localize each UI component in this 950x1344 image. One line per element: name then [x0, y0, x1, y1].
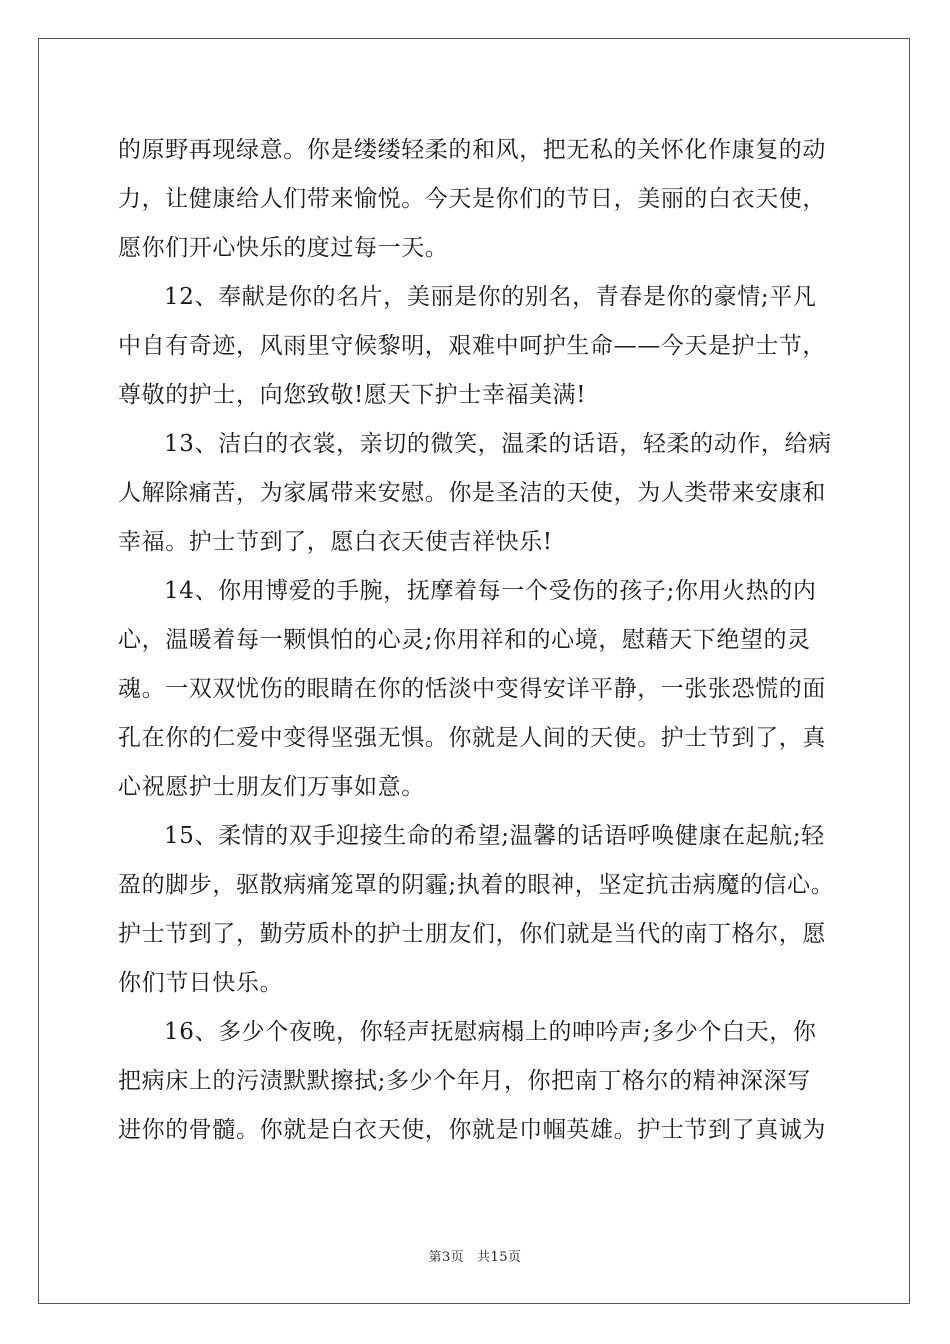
- document-body: [118, 126, 838, 1155]
- paragraph-continuation: [118, 126, 838, 273]
- text-line: 人解除痛苦，为家属带来安慰。你是圣洁的天使，为人类带来安康和: [118, 480, 826, 506]
- text-line: 的原野再现绿意。你是缕缕轻柔的和风，把无私的关怀化作康复的动: [118, 137, 826, 163]
- text-line: 12、奉献是你的名片，美丽是你的别名，青春是你的豪情;平凡: [164, 284, 817, 310]
- text-line: 力，让健康给人们带来愉悦。今天是你们的节日，美丽的白衣天使，: [118, 186, 826, 212]
- text-line: 护士节到了，勤劳质朴的护士朋友们，你们就是当代的南丁格尔，愿: [118, 921, 826, 947]
- page-number: 第3页: [428, 1250, 465, 1265]
- paragraph-15: [118, 812, 838, 1008]
- page-total: 共15页: [476, 1250, 522, 1265]
- text-line: 14、你用博爱的手腕，抚摩着每一个受伤的孩子;你用火热的内: [164, 578, 817, 604]
- text-line: 幸福。护士节到了，愿白衣天使吉祥快乐!: [118, 529, 553, 555]
- text-line: 进你的骨髓。你就是白衣天使，你就是巾帼英雄。护士节到了真诚为: [118, 1117, 826, 1143]
- text-line: 把病床上的污渍默默擦拭;多少个年月，你把南丁格尔的精神深深写: [118, 1068, 811, 1094]
- paragraph-13: [118, 420, 838, 567]
- paragraph-12: [118, 273, 838, 420]
- text-line: 中自有奇迹，风雨里守候黎明，艰难中呵护生命——今天是护士节，: [118, 333, 826, 359]
- text-line: 心，温暖着每一颗惧怕的心灵;你用祥和的心境，慰藉天下绝望的灵: [118, 627, 811, 653]
- page-footer: [0, 1246, 950, 1265]
- text-line: 愿你们开心快乐的度过每一天。: [118, 235, 449, 261]
- text-line: 16、多少个夜晚，你轻声抚慰病榻上的呻吟声;多少个白天，你: [164, 1019, 817, 1045]
- text-line: 魂。一双双忧伤的眼睛在你的恬淡中变得安详平静，一张张恐慌的面: [118, 676, 826, 702]
- text-line: 13、洁白的衣裳，亲切的微笑，温柔的话语，轻柔的动作，给病: [164, 431, 832, 457]
- text-line: 尊敬的护士，向您致敬!愿天下护士幸福美满!: [118, 382, 587, 408]
- text-line: 你们节日快乐。: [118, 970, 284, 996]
- paragraph-14: [118, 567, 838, 812]
- paragraph-16: [118, 1008, 838, 1155]
- text-line: 15、柔情的双手迎接生命的希望;温馨的话语呼唤健康在起航;轻: [164, 823, 825, 849]
- text-line: 孔在你的仁爱中变得坚强无惧。你就是人间的天使。护士节到了，真: [118, 725, 826, 751]
- text-line: 心祝愿护士朋友们万事如意。: [118, 774, 425, 800]
- text-line: 盈的脚步，驱散病痛笼罩的阴霾;执着的眼神，坚定抗击病魔的信心。: [118, 872, 835, 898]
